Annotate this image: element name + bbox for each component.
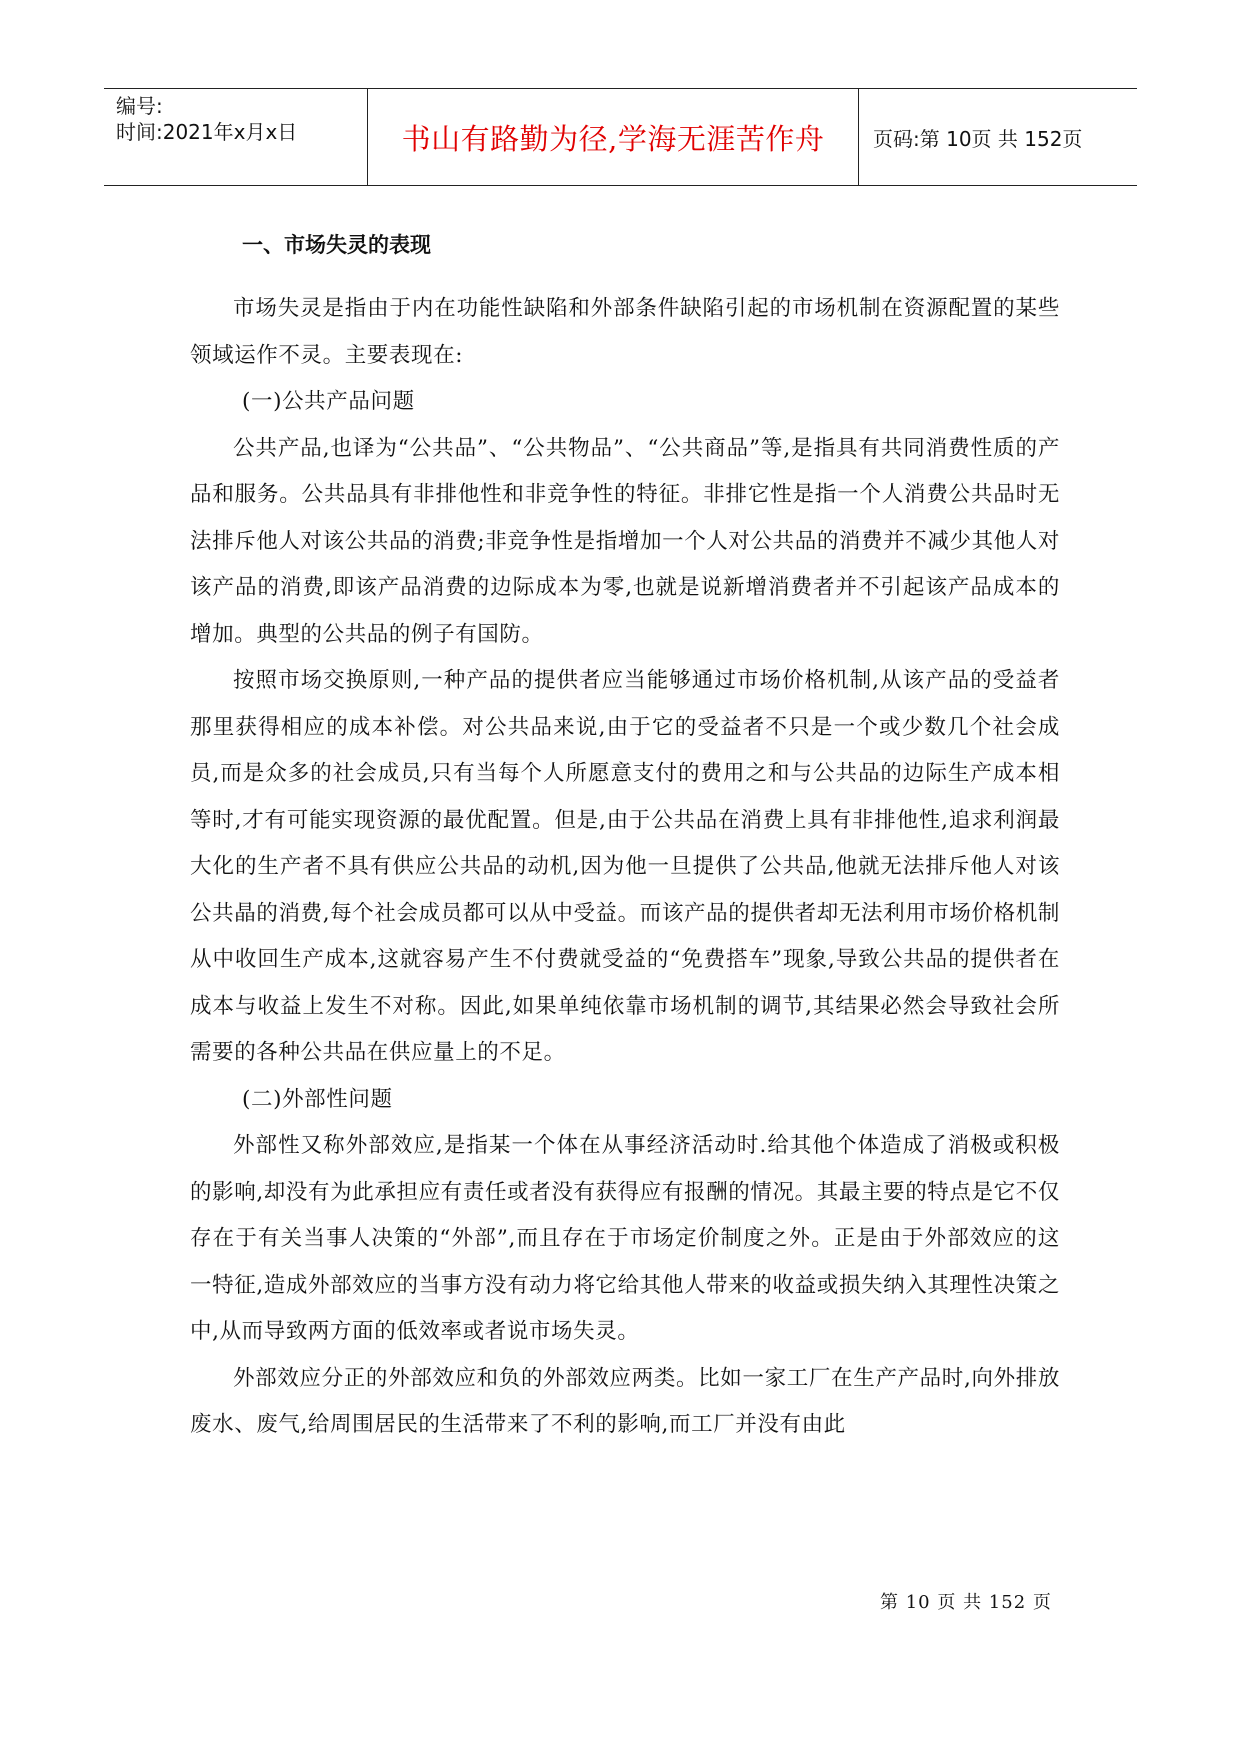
document-number-label: 编号:	[116, 94, 163, 118]
document-body	[190, 210, 1060, 1449]
subheading: (二)外部性问题	[242, 1086, 393, 1112]
header-page-label: 页码:第 10页 共 152页	[873, 126, 1083, 151]
section-title: 一、市场失灵的表现	[242, 233, 431, 257]
page-header	[104, 88, 1137, 186]
paragraph: 按照市场交换原则,一种产品的提供者应当能够通过市场价格机制,从该产品的受益者那里获得相应的成本补偿。对公共品来说,由于它的受益者不只是一个或少数几个社会成员,而是众多的社会成员,只有当每个人所愿意支付的费用之和与公共品的边际生产成本相等时,才有可能实现资源的最优配置。但是,由于公共品在消费上具有非排他性,追求利润最大化的生产者不具有供应公共品的动机,因为他一旦提供了公共品,他就无法排斥他人对该公共晶的消费,每个社会成员都可以从中受益。而该产品的提供者却无法利用市场价格机制从中收回生产成本,这就容易产生不付费就受益的“免费搭车”现象,导致公共品的提供者在成本与收益上发生不对称。因此,如果单纯依靠市场机制的调节,其结果必然会导致社会所需要的各种公共品在供应量上的不足。	[190, 668, 1060, 1065]
paragraph: 市场失灵是指由于内在功能性缺陷和外部条件缺陷引起的市场机制在资源配置的某些领域运作不灵。主要表现在:	[190, 296, 1060, 368]
document-time-label: 时间:2021年x月x日	[116, 120, 298, 144]
paragraph: 公共产品,也译为“公共品”、“公共物品”、“公共商品”等,是指具有共同消费性质的产品和服务。公共品具有非排他性和非竞争性的特征。非排它性是指一个人消费公共品时无法排斥他人对该公共品的消费;非竞争性是指增加一个人对公共品的消费并不减少其他人对该产品的消费,即该产品消费的边际成本为零,也就是说新增消费者并不引起该产品成本的增加。典型的公共品的例子有国防。	[190, 435, 1060, 647]
paragraph: 外部效应分正的外部效应和负的外部效应两类。比如一家工厂在生产产品时,向外排放废水、废气,给周围居民的生活带来了不利的影响,而工厂并没有由此	[190, 1365, 1060, 1437]
header-meta	[116, 93, 366, 145]
page-footer: 第 10 页 共 152 页	[880, 1592, 1052, 1613]
paragraph: 外部性又称外部效应,是指某一个体在从事经济活动时.给其他个体造成了消极或积极的影响,却没有为此承担应有责任或者没有获得应有报酬的情况。其最主要的特点是它不仅存在于有关当事人决策的“外部”,而且存在于市场定价制度之外。正是由于外部效应的这一特征,造成外部效应的当事方没有动力将它给其他人带来的收益或损失纳入其理性决策之中,从而导致两方面的低效率或者说市场失灵。	[190, 1133, 1060, 1344]
subheading: (一)公共产品问题	[242, 389, 415, 414]
header-motto: 书山有路勤为径,学海无涯苦作舟	[401, 121, 825, 156]
